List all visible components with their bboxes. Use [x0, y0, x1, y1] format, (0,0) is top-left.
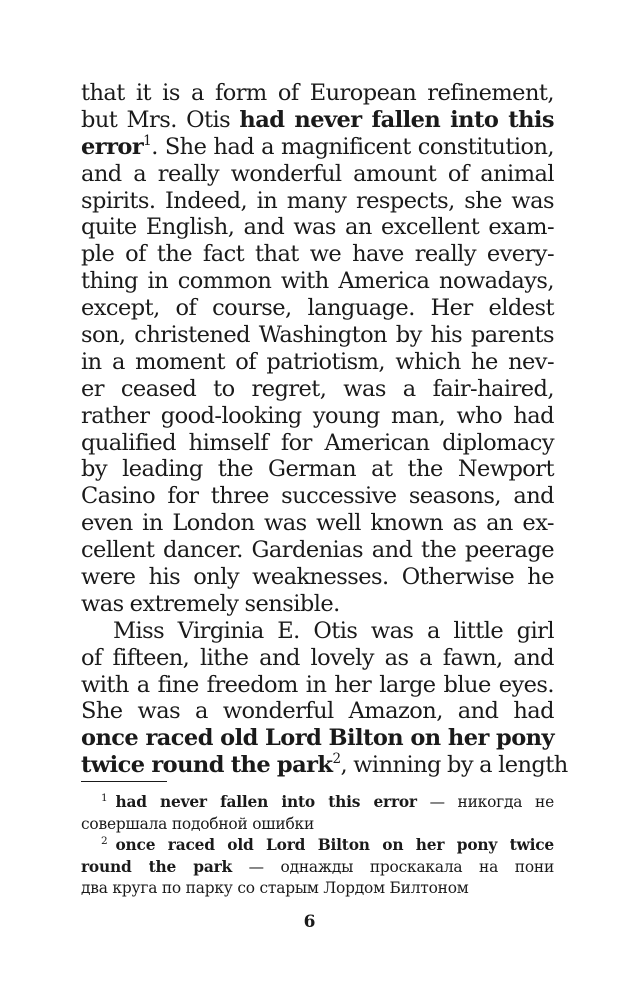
text-line — [81, 751, 568, 779]
text-line: son, christened Washington by his parents — [81, 322, 554, 349]
text-line: of fifteen, lithe and lovely as a fawn, and — [81, 644, 554, 671]
text-line: by leading the German at the Newport — [81, 456, 554, 483]
text-line: and a really wonderful amount of animal — [81, 160, 554, 187]
text-line: Miss Virginia E. Otis was a little girl — [113, 617, 554, 644]
footnote-term: had never fallen into this error — [115, 793, 417, 811]
footnote-term: round the park — [81, 857, 232, 876]
footnote-number: 2 — [101, 835, 108, 848]
text-line — [81, 134, 554, 161]
text-line: were his only weaknesses. Otherwise he — [81, 564, 554, 591]
text-line — [81, 107, 554, 134]
text-line: rather good-looking young man, who had — [81, 402, 554, 429]
text-line: She was a wonderful Amazon, and had — [81, 698, 554, 725]
footnote-2-cont — [81, 857, 554, 879]
bold-phrase: once raced old Lord Bilton on her pony — [81, 725, 554, 752]
footnote-1-cont: совершала подобной ошибки — [81, 814, 315, 833]
text-line: even in London was well known as an ex- — [81, 510, 554, 537]
footnote-term: once raced old Lord Bilton on her pony twice — [115, 836, 554, 854]
footnote-translation: — никогда не — [416, 793, 555, 811]
text-segment: , winning by a length — [340, 752, 568, 779]
text-line: ple of the fact that we have really every- — [81, 241, 554, 268]
text-line — [81, 725, 554, 752]
footnote-2-cont: два круга по парку со старым Лордом Билтоном — [81, 879, 469, 897]
footnote-2 — [81, 835, 554, 857]
text-line: that it is a form of European refinement, — [81, 80, 554, 106]
text-line: qualified himself for American diplomacy — [81, 429, 554, 456]
main-text — [81, 80, 568, 779]
text-line: except, of course, language. Her eldest — [81, 295, 554, 322]
text-line: cellent dancer. Gardenias and the peerage — [81, 537, 554, 564]
text-line: thing in common with America nowadays, — [81, 268, 554, 295]
text-segment: . She had a magnificent constitution, — [151, 133, 554, 160]
text-line: in a moment of patriotism, which he nev- — [81, 348, 554, 375]
footnote-translation: — однажды проскакала на пони — [231, 857, 554, 876]
footnotes — [81, 792, 554, 900]
text-line: quite English, and was an excellent exam- — [81, 214, 554, 241]
text-line: Casino for three successive seasons, and — [81, 483, 554, 510]
footnote-divider — [81, 781, 167, 782]
page-number: 6 — [303, 912, 316, 932]
footnote-number: 1 — [101, 792, 108, 805]
bold-phrase: twice round the park — [81, 752, 333, 779]
text-line: spirits. Indeed, in many respects, she was — [81, 187, 554, 214]
footnote-1 — [81, 792, 554, 814]
text-line: was extremely sensible. — [81, 590, 340, 617]
text-line: er ceased to regret, was a fair-haired, — [81, 375, 554, 402]
text-line: with a fine freedom in her large blue eyes. — [81, 671, 554, 698]
footnote-marker-1[interactable]: 1 — [143, 133, 152, 150]
footnote-marker-2[interactable]: 2 — [332, 751, 341, 768]
text-segment: but Mrs. Otis — [81, 106, 240, 133]
bold-phrase: error — [81, 133, 144, 160]
bold-phrase: had never fallen into this — [239, 106, 555, 133]
